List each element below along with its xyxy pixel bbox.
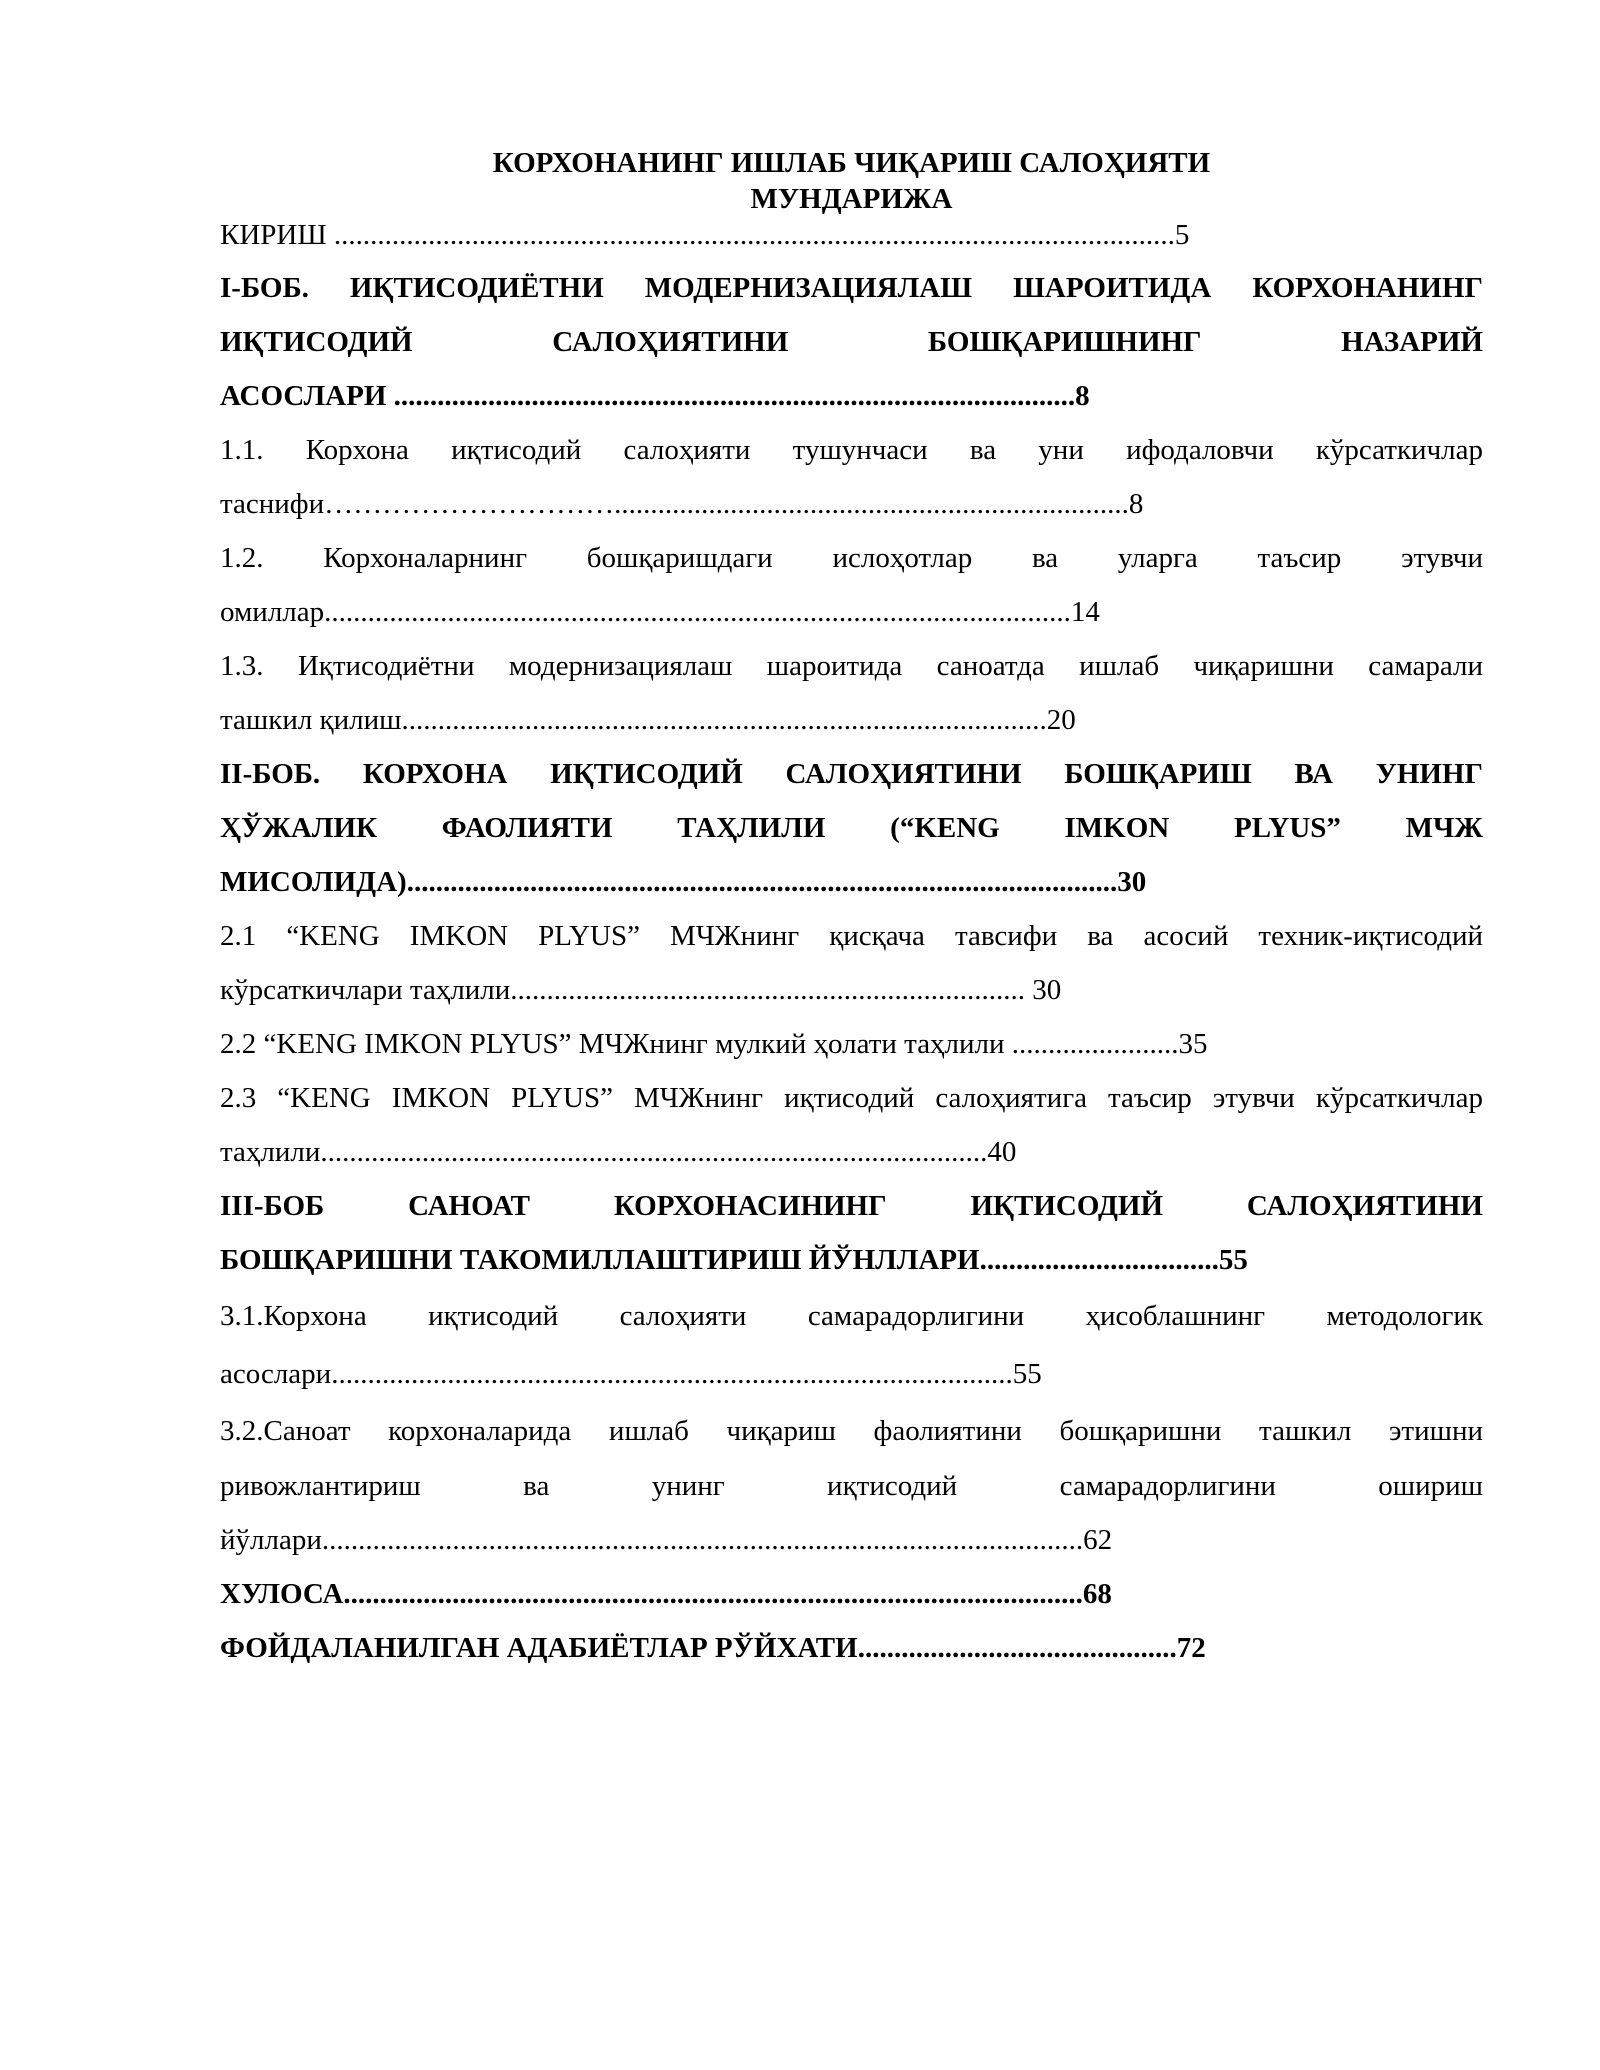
toc-section-1-3-line-2: ташкил қилиш.........................................................................................20 [220,704,1076,736]
toc-section-1-2-line-2: омиллар.......................................................................................................14 [220,596,1100,628]
table-of-contents-page [220,145,1483,1675]
toc-section-2-1-line-1: 2.1 “KENG IMKON PLYUS” МЧЖнинг қисқача тавсифи ва асосий техник-иқтисодий [220,920,1483,952]
toc-section-2-3-line-2: таҳлили............................................................................................40 [220,1136,1017,1168]
toc-section-1-2-line-1: 1.2. Корхоналарнинг бошқаришдаги ислоҳотлар ва уларга таъсир этувчи [220,542,1483,574]
toc-section-1-1-line-2: таснифи………………………….......................................................................8 [220,488,1144,520]
toc-section-3-1-line-2: асослари..............................................................................................55 [220,1358,1042,1390]
toc-section-3-1-line-1: 3.1.Корхона иқтисодий салоҳияти самарадорлигини ҳисоблашнинг методологик [220,1300,1483,1332]
toc-section-2-2: 2.2 “KENG IMKON PLYUS” МЧЖнинг мулкий ҳолати таҳлили .......................35 [220,1028,1208,1060]
toc-section-3-2-line-3: йўллари.........................................................................................................62 [220,1524,1113,1556]
toc-conclusion: ХУЛОСА......................................................................................................68 [220,1578,1112,1610]
toc-section-3-2-line-1: 3.2.Саноат корхоналарида ишлаб чиқариш фаолиятини бошқаришни ташкил этишни [220,1415,1483,1447]
document-title: КОРХОНАНИНГ ИШЛАБ ЧИҚАРИШ САЛОҲИЯТИ [492,147,1211,179]
toc-references: ФОЙДАЛАНИЛГАН АДАБИЁТЛАР РЎЙХАТИ............................................72 [220,1632,1206,1664]
toc-section-3-2-line-2: ривожлантириш ва унинг иқтисодий самарадорлигини ошириш [220,1470,1483,1502]
toc-chapter-3-line-1: III-БОБ САНОАТ КОРХОНАСИНИНГ ИҚТИСОДИЙ САЛОҲИЯТИНИ [220,1190,1483,1222]
toc-entry-intro: КИРИШ ....................................................................................................................5 [220,219,1190,251]
toc-chapter-2-line-1: II-БОБ. КОРХОНА ИҚТИСОДИЙ САЛОҲИЯТИНИ БОШҚАРИШ ВА УНИНГ [220,758,1483,790]
toc-section-1-3-line-1: 1.3. Иқтисодиётни модернизациялаш шароитида саноатда ишлаб чиқаришни самарали [220,650,1483,682]
toc-chapter-3-line-2: БОШҚАРИШНИ ТАКОМИЛЛАШТИРИШ ЙЎНЛЛАРИ.................................55 [220,1244,1248,1276]
toc-chapter-1-line-3: АСОСЛАРИ ..............................................................................................8 [220,380,1090,412]
toc-chapter-1-line-2: ИҚТИСОДИЙ САЛОҲИЯТИНИ БОШҚАРИШНИНГ НАЗАРИЙ [220,326,1483,358]
contents-heading: МУНДАРИЖА [750,183,953,215]
toc-chapter-1-line-1: I-БОБ. ИҚТИСОДИЁТНИ МОДЕРНИЗАЦИЯЛАШ ШАРОИТИДА КОРХОНАНИНГ [220,272,1483,304]
toc-section-1-1-line-1: 1.1. Корхона иқтисодий салоҳияти тушунчаси ва уни ифодаловчи кўрсаткичлар [220,434,1483,466]
toc-chapter-2-line-3: МИСОЛИДА)..................................................................................................30 [220,866,1147,898]
toc-section-2-3-line-1: 2.3 “KENG IMKON PLYUS” МЧЖнинг иқтисодий салоҳиятига таъсир этувчи кўрсаткичлар [220,1082,1483,1114]
toc-section-2-1-line-2: кўрсаткичлари таҳлили....................................................................... 30 [220,974,1062,1006]
toc-chapter-2-line-2: ҲЎЖАЛИК ФАОЛИЯТИ ТАҲЛИЛИ (“KENG IMKON PLYUS” МЧЖ [220,812,1483,844]
